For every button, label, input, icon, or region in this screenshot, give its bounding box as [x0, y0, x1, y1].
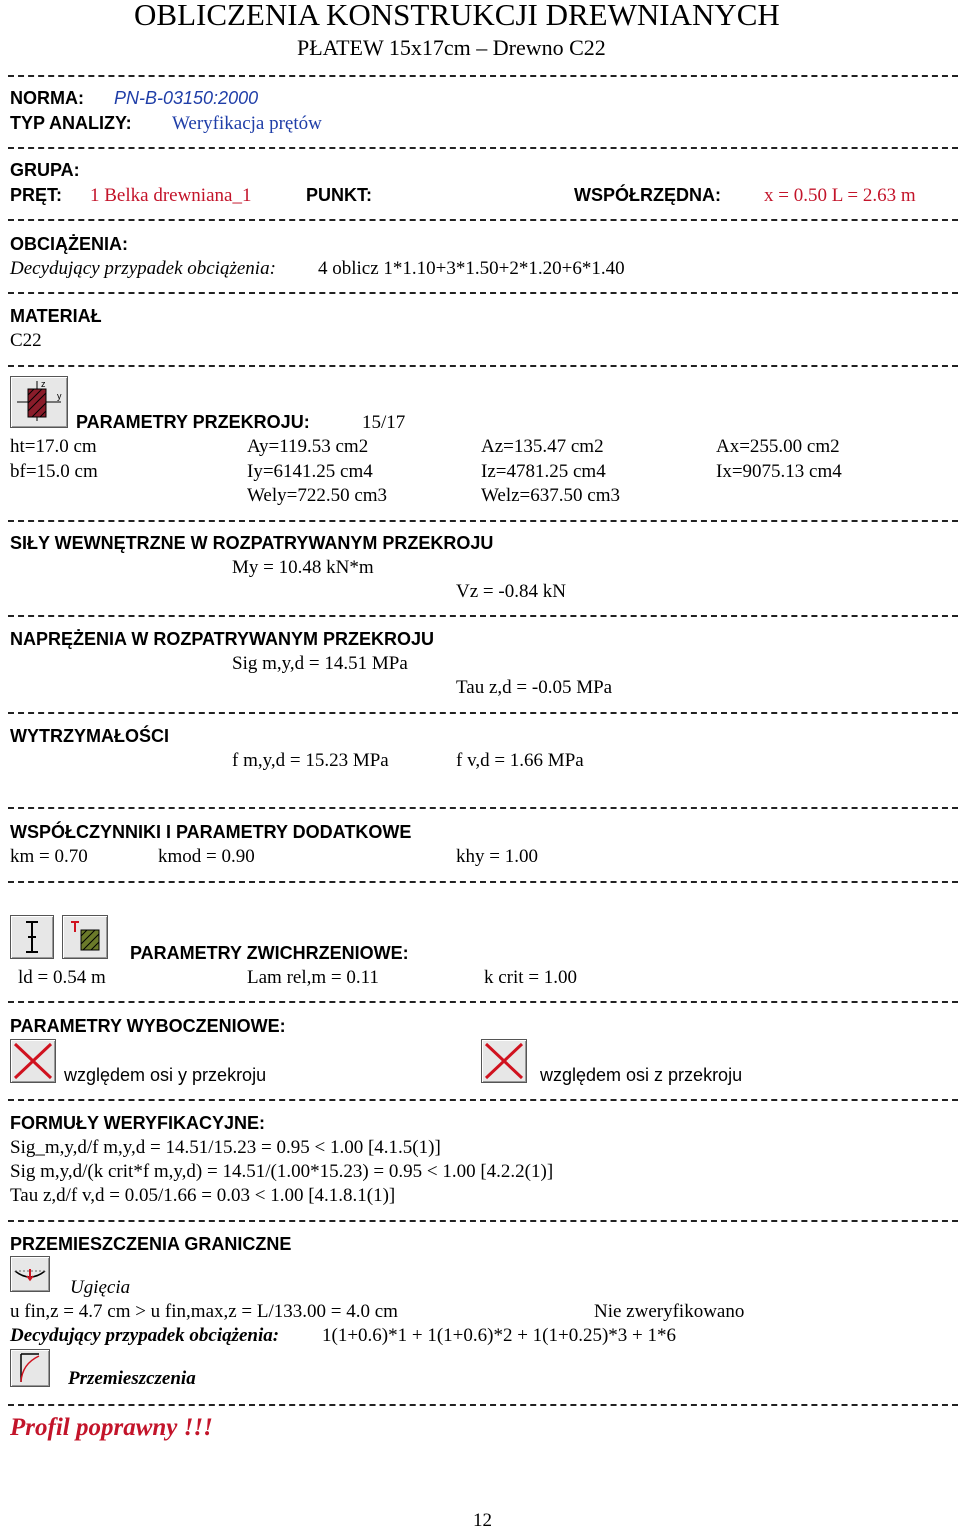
result-text: Profil poprawny !!! — [10, 1414, 213, 1441]
divider — [8, 1099, 958, 1101]
zwichrzenie-title: PARAMETRY ZWICHRZENIOWE: — [130, 943, 409, 963]
divider — [8, 615, 958, 617]
divider — [8, 1404, 958, 1406]
page-subtitle: PŁATEW 15x17cm – Drewno C22 — [297, 35, 606, 60]
wspolrzedna-label: WSPÓŁRZĘDNA: — [574, 185, 721, 205]
divider — [8, 1001, 958, 1003]
param-ay: Ay=119.53 cm2 — [247, 436, 369, 457]
formula-line: Sig_m,y,d/f m,y,d = 14.51/15.23 = 0.95 < 1.00 [4.1.5(1)] — [10, 1137, 441, 1158]
param-ld: ld = 0.54 m — [18, 967, 106, 988]
obciazenia-case-value: 4 oblicz 1*1.10+3*1.50+2*1.20+6*1.40 — [318, 258, 625, 279]
norma-label: NORMA: — [10, 88, 84, 108]
obciazenia-label: OBCIĄŻENIA: — [10, 234, 128, 254]
naprezenia-sig: Sig m,y,d = 14.51 MPa — [232, 653, 408, 674]
param-kmod: kmod = 0.90 — [158, 846, 255, 867]
divider — [8, 807, 958, 809]
divider — [8, 147, 958, 149]
divider — [8, 219, 958, 221]
przemieszczenia-case-value: 1(1+0.6)*1 + 1(1+0.6)*2 + 1(1+0.25)*3 + 1*6 — [322, 1325, 677, 1346]
param-az: Az=135.47 cm2 — [481, 436, 604, 457]
param-ax: Ax=255.00 cm2 — [716, 436, 840, 457]
displacement-icon — [10, 1349, 50, 1387]
param-khy: khy = 1.00 — [456, 846, 538, 867]
wyboczenie-z-label: względem osi z przekroju — [540, 1065, 743, 1085]
divider — [8, 292, 958, 294]
analiza-label: TYP ANALIZY: — [10, 113, 132, 133]
divider — [8, 365, 958, 367]
param-iz: Iz=4781.25 cm4 — [481, 461, 606, 482]
naprezenia-tau: Tau z,d = -0.05 MPa — [456, 677, 613, 698]
przekroj-title: PARAMETRY PRZEKROJU: — [76, 412, 310, 432]
sily-title: SIŁY WEWNĘTRZNE W ROZPATRYWANYM PRZEKROJU — [10, 533, 494, 553]
formula-line: Tau z,d/f v,d = 0.05/1.66 = 0.03 < 1.00 [4.1.8.1(1)] — [10, 1185, 396, 1206]
deflection-icon — [10, 1256, 50, 1292]
analiza-value: Weryfikacja prętów — [172, 113, 322, 134]
param-ix: Ix=9075.13 cm4 — [716, 461, 842, 482]
divider — [8, 712, 958, 714]
lateral-support-icon — [10, 915, 54, 959]
naprezenia-title: NAPRĘŻENIA W ROZPATRYWANYM PRZEKROJU — [10, 629, 435, 649]
param-km: km = 0.70 — [10, 846, 88, 867]
param-kcrit: k crit = 1.00 — [484, 967, 578, 988]
hatched-section-icon — [62, 915, 108, 959]
obciazenia-case-label: Decydujący przypadek obciążenia: — [10, 258, 276, 279]
wytrzymalosci-fv: f v,d = 1.66 MPa — [456, 750, 584, 771]
param-welz: Welz=637.50 cm3 — [481, 485, 620, 506]
ugiecia-label: Ugięcia — [70, 1277, 131, 1298]
material-label: MATERIAŁ — [10, 306, 102, 326]
sily-vz: Vz = -0.84 kN — [456, 581, 566, 602]
norma-value: PN-B-03150:2000 — [114, 88, 259, 108]
status-text: Nie zweryfikowano — [594, 1301, 745, 1322]
svg-text:y: y — [57, 391, 62, 401]
przekroj-name: 15/17 — [362, 412, 406, 433]
divider — [8, 75, 958, 77]
svg-text:z: z — [41, 379, 46, 389]
formula-line: Sig m,y,d/(k crit*f m,y,d) = 14.51/(1.00*15.23) = 0.95 < 1.00 [4.2.2(1)] — [10, 1161, 554, 1182]
page-number: 12 — [473, 1510, 492, 1531]
pret-value: 1 Belka drewniana_1 — [90, 185, 252, 206]
param-ht: ht=17.0 cm — [10, 436, 97, 457]
buckling-disabled-y-icon — [10, 1039, 56, 1083]
przemieszczenia-label: Przemieszczenia — [68, 1368, 196, 1389]
divider — [8, 881, 958, 883]
wytrzymalosci-fm: f m,y,d = 15.23 MPa — [232, 750, 389, 771]
param-wely: Wely=722.50 cm3 — [247, 485, 388, 506]
section-icon — [10, 376, 68, 428]
buckling-disabled-z-icon — [481, 1039, 527, 1083]
param-bf: bf=15.0 cm — [10, 461, 98, 482]
wyboczenie-title: PARAMETRY WYBOCZENIOWE: — [10, 1016, 286, 1036]
divider — [8, 520, 958, 522]
wspolrzedna-value: x = 0.50 L = 2.63 m — [764, 185, 916, 206]
przemieszczenia-case-label: Decydujący przypadek obciążenia: — [10, 1325, 280, 1346]
param-lam: Lam rel,m = 0.11 — [247, 967, 379, 988]
wytrzymalosci-title: WYTRZYMAŁOŚCI — [10, 726, 169, 746]
grupa-label: GRUPA: — [10, 160, 80, 180]
pret-label: PRĘT: — [10, 185, 63, 205]
formuly-title: FORMUŁY WERYFIKACYJNE: — [10, 1113, 266, 1133]
ufin-line: u fin,z = 4.7 cm > u fin,max,z = L/133.00 = 4.0 cm — [10, 1301, 398, 1322]
przemieszczenia-title: PRZEMIESZCZENIA GRANICZNE — [10, 1234, 292, 1254]
page-title: OBLICZENIA KONSTRUKCJI DREWNIANYCH — [134, 0, 780, 32]
wyboczenie-y-label: względem osi y przekroju — [64, 1065, 267, 1085]
punkt-label: PUNKT: — [306, 185, 372, 205]
wspolczynniki-title: WSPÓŁCZYNNIKI I PARAMETRY DODATKOWE — [10, 822, 412, 842]
divider — [8, 1220, 958, 1222]
sily-my: My = 10.48 kN*m — [232, 557, 374, 578]
param-iy: Iy=6141.25 cm4 — [247, 461, 373, 482]
material-value: C22 — [10, 330, 42, 351]
